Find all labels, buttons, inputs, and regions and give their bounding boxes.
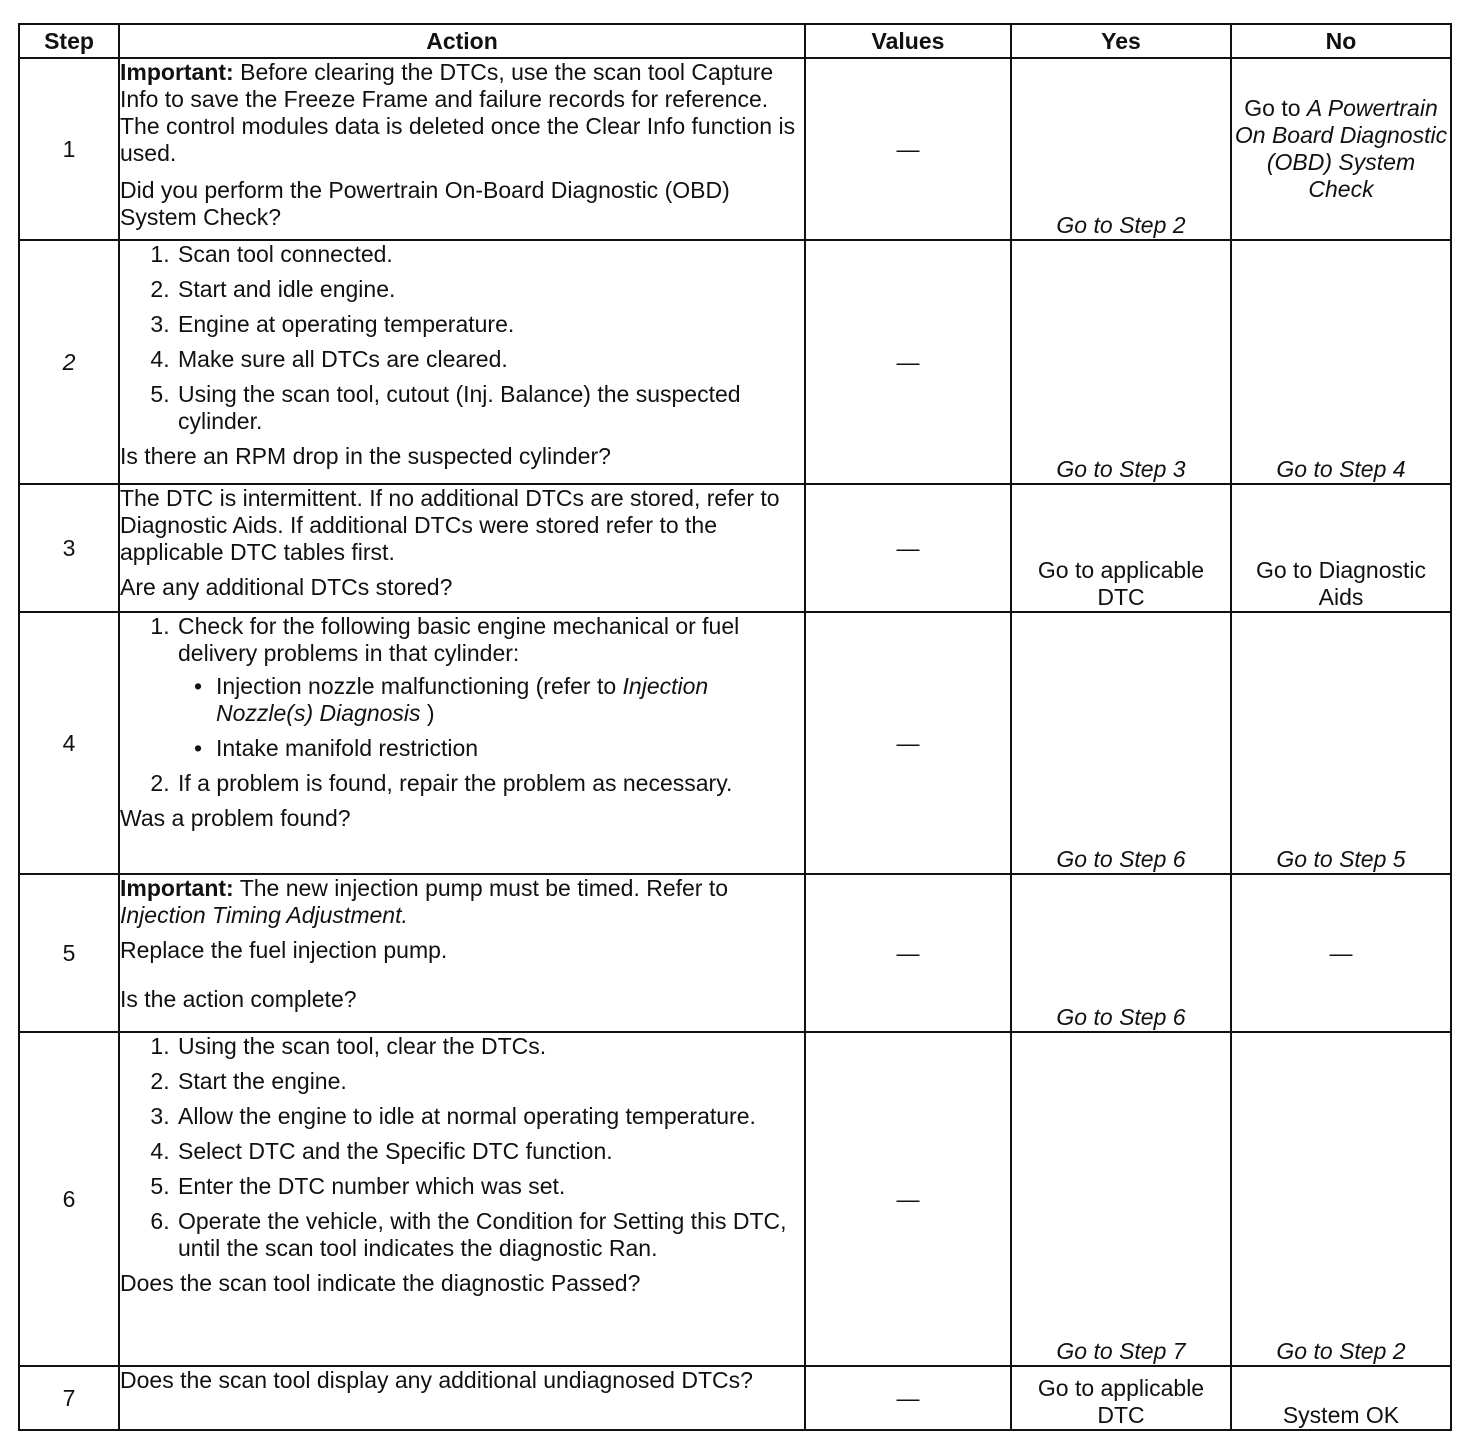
list-item: 4. Select DTC and the Specific DTC function. [176,1138,804,1165]
action-cell [119,1366,805,1430]
question: Did you perform the Powertrain On-Board Diagnostic (OBD) System Check? [120,177,730,230]
no-cell: Go to Step 5 [1231,612,1451,874]
yes-cell: Go to Step 7 [1011,1032,1231,1366]
list-item: 1. Using the scan tool, clear the DTCs. [176,1033,804,1060]
no-cell: System OK [1231,1366,1451,1430]
list-item: 5. Using the scan tool, cutout (Inj. Balance) the suspected cylinder. [176,381,804,435]
list-item [176,613,804,762]
important-label: Important: [120,875,234,901]
values-cell: — [805,58,1011,240]
values-cell: — [805,612,1011,874]
yes-cell: Go to Step 6 [1011,612,1231,874]
header-row [19,24,1451,58]
no-cell: Go to Diagnostic Aids [1231,484,1451,612]
yes-cell: Go to applicable DTC [1011,484,1231,612]
no-cell: — [1231,874,1451,1032]
important-label: Important: [120,59,234,85]
step-number: 5 [19,874,119,1032]
action-text: Replace the fuel injection pump. [120,937,448,963]
list-item: 6. Operate the vehicle, with the Condition for Setting this DTC, until the scan tool indicates the diagnostic Ran. [176,1208,804,1262]
yes-cell: Go to Step 2 [1011,58,1231,240]
values-cell: — [805,1032,1011,1366]
instruction-list [120,1033,804,1262]
no-prefix: Go to [1244,95,1307,121]
question: Does the scan tool display any additional undiagnosed DTCs? [120,1367,753,1393]
action-cell [119,484,805,612]
instruction-list [120,613,804,797]
action-cell [119,612,805,874]
step-number: 1 [19,58,119,240]
list-item-text: Check for the following basic engine mechanical or fuel delivery problems in that cylinder: [178,613,740,666]
action-text: The DTC is intermittent. If no additional DTCs are stored, refer to Diagnostic Aids. If additional DTCs were stored refer to the applicable DTC tables first. [120,485,780,565]
bullet-text: Injection nozzle malfunctioning (refer to [216,673,623,699]
list-item: 2. If a problem is found, repair the problem as necessary. [176,770,804,797]
action-cell [119,874,805,1032]
important-link: Injection Timing Adjustment. [120,902,408,928]
values-cell: — [805,1366,1011,1430]
bullet-end: ) [420,700,435,726]
list-item: 4. Make sure all DTCs are cleared. [176,346,804,373]
question: Was a problem found? [120,805,351,831]
list-item: 3. Allow the engine to idle at normal operating temperature. [176,1103,804,1130]
values-cell: — [805,874,1011,1032]
header-yes: Yes [1011,24,1231,58]
step-number: 7 [19,1366,119,1430]
step-number: 4 [19,612,119,874]
bullet-link: Injection Nozzle(s) Diagnosis [216,673,709,726]
step-number: 6 [19,1032,119,1366]
table-row [19,1032,1451,1366]
list-item: 2. Start and idle engine. [176,276,804,303]
spacer [120,964,804,986]
header-no: No [1231,24,1451,58]
question: Is the action complete? [120,986,357,1012]
step-number: 2 [19,240,119,484]
list-item: 2. Start the engine. [176,1068,804,1095]
action-cell [119,1032,805,1366]
table-row [19,874,1451,1032]
table-row [19,58,1451,240]
action-cell [119,58,805,240]
question: Does the scan tool indicate the diagnostic Passed? [120,1270,641,1296]
no-cell [1231,58,1451,240]
action-cell [119,240,805,484]
table-row [19,484,1451,612]
list-item: 1. Scan tool connected. [176,241,804,268]
values-cell: — [805,484,1011,612]
instruction-list [120,241,804,435]
bullet-list [178,673,804,762]
list-item: 3. Engine at operating temperature. [176,311,804,338]
no-cell: Go to Step 2 [1231,1032,1451,1366]
yes-cell: Go to applicable DTC [1011,1366,1231,1430]
header-step: Step [19,24,119,58]
important-text: Before clearing the DTCs, use the scan tool Capture Info to save the Freeze Frame and failure records for reference. The control modules data is deleted once the Clear Info function is used. [120,59,796,166]
question: Are any additional DTCs stored? [120,574,453,600]
no-cell: Go to Step 4 [1231,240,1451,484]
bullet-item: • Intake manifold restriction [214,735,804,762]
no-link: A Powertrain On Board Diagnostic (OBD) System Check [1234,95,1448,202]
header-action: Action [119,24,805,58]
table-row [19,612,1451,874]
bullet-item [214,673,804,727]
important-note [120,875,804,929]
diagnostic-table [18,23,1452,1431]
header-values: Values [805,24,1011,58]
important-text: The new injection pump must be timed. Refer to [233,875,729,901]
table-row [19,1366,1451,1430]
important-note [120,59,804,167]
table-row [19,240,1451,484]
yes-cell: Go to Step 6 [1011,874,1231,1032]
question: Is there an RPM drop in the suspected cylinder? [120,443,611,469]
values-cell: — [805,240,1011,484]
step-number: 3 [19,484,119,612]
list-item: 5. Enter the DTC number which was set. [176,1173,804,1200]
yes-cell: Go to Step 3 [1011,240,1231,484]
